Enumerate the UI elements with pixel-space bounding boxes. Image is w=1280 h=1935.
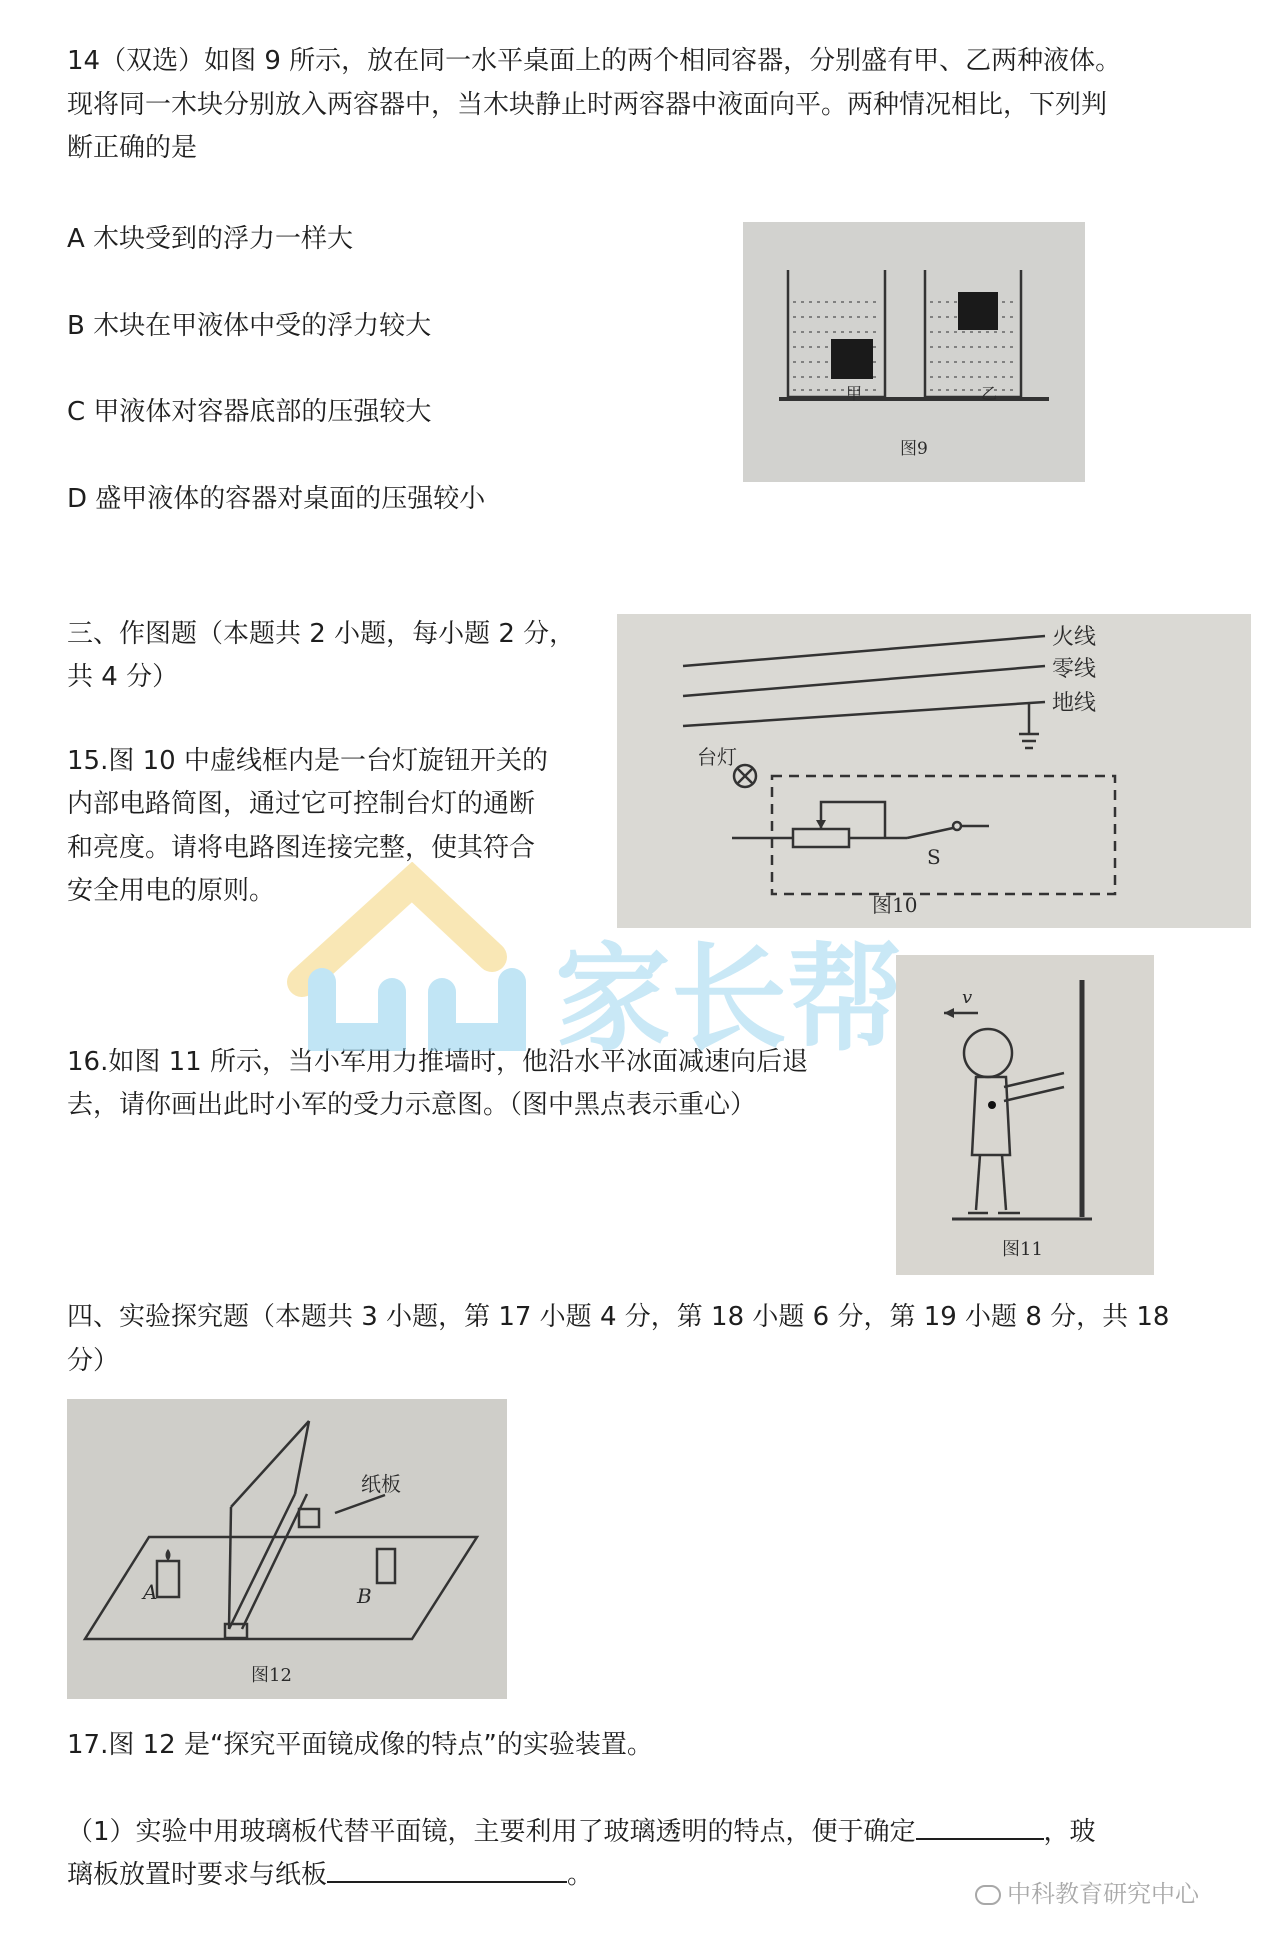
figure-10-live: 火线 <box>1052 625 1097 650</box>
figure-12-caption: 图12 <box>251 1665 292 1686</box>
watermark-text: 家长帮 <box>555 932 903 1067</box>
answer-blank-1[interactable] <box>916 1810 1044 1840</box>
answer-blank-2[interactable] <box>327 1853 567 1883</box>
q15-line-2: 内部电路简图，通过它可控制台灯的通断 <box>67 789 536 819</box>
section4-title-line-2: 分） <box>67 1346 120 1376</box>
q15-line-4: 安全用电的原则。 <box>67 876 276 906</box>
figure-12 <box>67 1399 507 1699</box>
section4-title-line-1: 四、实验探究题（本题共 3 小题，第 17 小题 4 分，第 18 小题 6 分，第 19 小题 8 分，共 18 <box>67 1302 1170 1332</box>
figure-11-velocity: v <box>962 987 973 1008</box>
watermark-source-text: 中科教育研究中心 <box>1007 1880 1199 1908</box>
q17-part1-text-b: ，玻 <box>1043 1817 1096 1847</box>
q17-part1-text-a: （1）实验中用玻璃板代替平面镜，主要利用了玻璃透明的特点，便于确定 <box>67 1817 916 1847</box>
q14-option-d: D 盛甲液体的容器对桌面的压强较小 <box>67 484 486 514</box>
figure-9 <box>743 222 1085 482</box>
figure-9-label-b: 乙 <box>981 384 998 403</box>
figure-10-switch: S <box>927 845 941 869</box>
wechat-icon <box>975 1885 1001 1905</box>
q16-line-1: 16.如图 11 所示，当小军用力推墙时，他沿水平冰面减速向后退 <box>67 1047 808 1077</box>
figure-10-neutral: 零线 <box>1052 657 1097 682</box>
q17-part1-line-2 <box>67 1853 593 1897</box>
q16-line-2: 去，请你画出此时小军的受力示意图。（图中黑点表示重心） <box>67 1090 757 1120</box>
section3-title-line-1: 三、作图题（本题共 2 小题，每小题 2 分， <box>67 619 576 649</box>
q15-line-3: 和亮度。请将电路图连接完整，使其符合 <box>67 833 536 863</box>
q14-stem-line-2: 现将同一木块分别放入两容器中，当木块静止时两容器中液面向平。两种情况相比，下列判 <box>67 90 1108 120</box>
q17-part1-line-1 <box>67 1810 1096 1854</box>
section3-title-line-2: 共 4 分） <box>67 662 179 692</box>
q17-stem: 17.图 12 是“探究平面镜成像的特点”的实验装置。 <box>67 1730 653 1760</box>
figure-12-label-a: A <box>143 1580 158 1604</box>
figure-10-caption: 图10 <box>872 893 918 917</box>
q14-stem-line-1: 14（双选）如图 9 所示，放在同一水平桌面上的两个相同容器，分别盛有甲、乙两种液体。 <box>67 46 1122 76</box>
q15-line-1: 15.图 10 中虚线框内是一台灯旋钮开关的 <box>67 746 548 776</box>
figure-10-drawing <box>617 614 1251 928</box>
q17-part1-text-d: 。 <box>567 1860 594 1890</box>
figure-10-ground: 地线 <box>1052 691 1097 716</box>
q14-option-a: A 木块受到的浮力一样大 <box>67 224 354 254</box>
watermark-logo-icon <box>282 862 582 1062</box>
center-of-gravity <box>988 1101 996 1109</box>
figure-10-lamp: 台灯 <box>697 745 737 769</box>
figure-9-label-a: 甲 <box>846 384 863 403</box>
q14-option-b: B 木块在甲液体中受的浮力较大 <box>67 311 432 341</box>
watermark-source <box>975 1878 1199 1910</box>
figure-11-drawing <box>896 955 1154 1275</box>
q14-stem-line-3: 断正确的是 <box>67 133 198 163</box>
wood-block-b <box>958 292 998 330</box>
figure-12-drawing <box>67 1399 507 1699</box>
figure-10 <box>617 614 1251 928</box>
q17-part1-text-c: 璃板放置时要求与纸板 <box>67 1860 328 1890</box>
figure-9-drawing <box>743 222 1085 482</box>
figure-11 <box>896 955 1154 1275</box>
wood-block-a <box>831 339 873 379</box>
figure-11-caption: 图11 <box>1002 1239 1043 1260</box>
figure-12-board: 纸板 <box>361 1472 401 1496</box>
figure-9-caption: 图9 <box>900 439 928 459</box>
figure-12-label-b: B <box>357 1584 372 1608</box>
q14-option-c: C 甲液体对容器底部的压强较大 <box>67 397 432 427</box>
